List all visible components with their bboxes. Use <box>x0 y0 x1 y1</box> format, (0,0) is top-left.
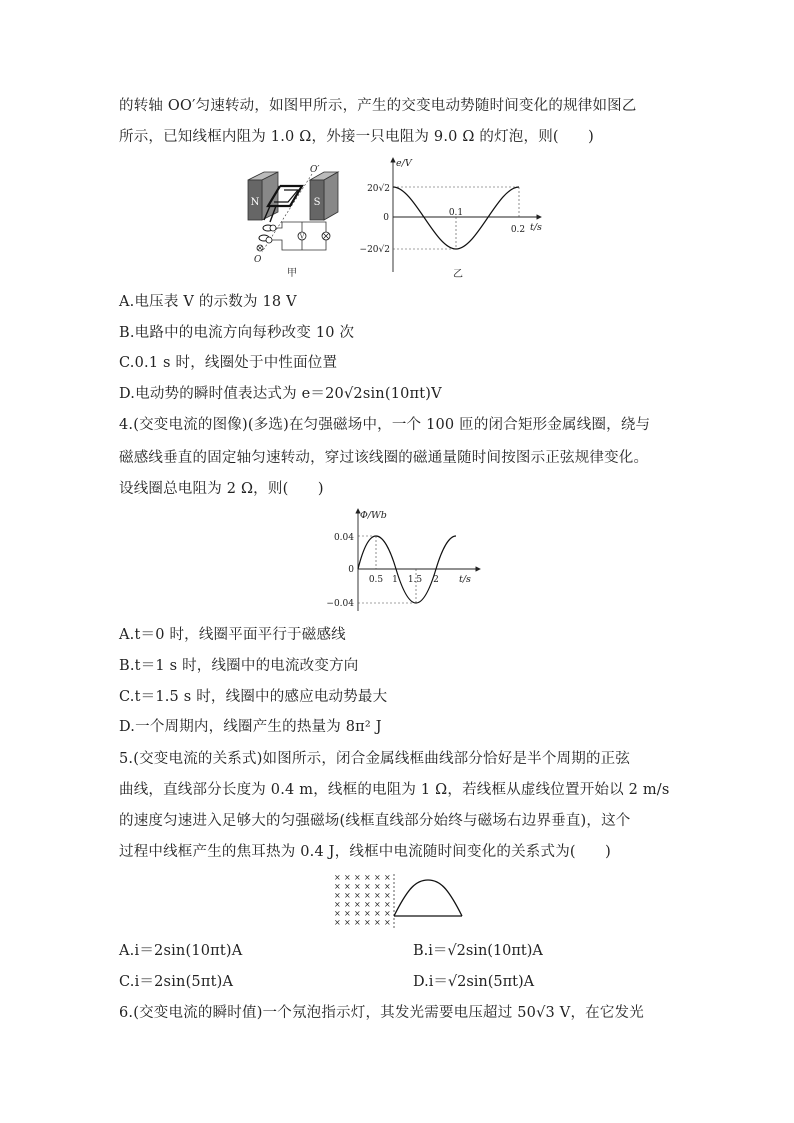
generator-figure <box>240 160 340 280</box>
q5-option-c: C.i＝2sin(5πt)A <box>119 974 234 990</box>
field-x-mark: × <box>374 882 381 891</box>
field-x-mark: × <box>354 900 361 909</box>
yi-y-zero: 0 <box>383 213 389 223</box>
field-x-mark: × <box>344 909 351 918</box>
field-x-mark: × <box>344 891 351 900</box>
field-x-mark: × <box>354 882 361 891</box>
field-x-mark: × <box>334 873 341 882</box>
yi-x-tick-1: 0.1 <box>448 208 464 218</box>
field-x-mark: × <box>364 891 371 900</box>
field-x-mark: × <box>374 909 381 918</box>
field-x-mark: × <box>364 918 371 927</box>
magnetic-field-marks <box>334 873 391 927</box>
field-x-mark: × <box>334 909 341 918</box>
field-x-mark: × <box>384 918 391 927</box>
field-x-mark: × <box>364 909 371 918</box>
flux-y-bottom: −0.04 <box>326 599 354 609</box>
flux-y-zero: 0 <box>348 565 354 575</box>
field-x-mark: × <box>354 918 361 927</box>
flux-y-top: 0.04 <box>333 533 354 543</box>
q4-option-c: C.t＝1.5 s 时，线圈中的感应电动势最大 <box>119 689 388 705</box>
magnet-s-label: S <box>313 197 321 208</box>
q6-stem-line-1: 6.(交变电流的瞬时值)一个氖泡指示灯，其发光需要电压超过 50√3 V，在它发光 <box>119 1005 644 1021</box>
field-x-mark: × <box>374 891 381 900</box>
field-x-mark: × <box>344 918 351 927</box>
q4-stem-line-1: 4.(交变电流的图像)(多选)在匀强磁场中，一个 100 匝的闭合矩形金属线圈，绕与 <box>119 417 651 433</box>
field-x-mark: × <box>384 873 391 882</box>
figure-jia-caption: 甲 <box>287 268 297 279</box>
emf-time-graph <box>356 154 556 282</box>
q3-option-a: A.电压表 V 的示数为 18 V <box>119 294 297 310</box>
field-x-mark: × <box>334 891 341 900</box>
field-x-mark: × <box>384 891 391 900</box>
field-x-mark: × <box>334 918 341 927</box>
q5-stem-line-1: 5.(交变电流的关系式)如图所示，闭合金属线框曲线部分恰好是半个周期的正弦 <box>119 751 631 767</box>
q5-stem-line-2: 曲线，直线部分长度为 0.4 m，线框的电阻为 1 Ω，若线框从虚线位置开始以 2 m/s <box>119 782 670 798</box>
q3-option-b: B.电路中的电流方向每秒改变 10 次 <box>119 325 355 341</box>
meter-icon <box>270 225 276 231</box>
field-x-mark: × <box>354 873 361 882</box>
field-x-mark: × <box>374 900 381 909</box>
q3-stem-line-2: 所示，已知线框内阻为 1.0 Ω，外接一只电阻为 9.0 Ω 的灯泡，则( ) <box>119 129 595 145</box>
field-x-mark: × <box>384 900 391 909</box>
flux-x-tick: 1.5 <box>407 575 423 585</box>
flux-curve <box>358 536 456 603</box>
figure-yi-caption: 乙 <box>453 269 463 280</box>
field-x-mark: × <box>344 900 351 909</box>
yi-xlabel: t/s <box>530 222 542 233</box>
q5-stem-line-4: 过程中线框产生的焦耳热为 0.4 J，线框中电流随时间变化的关系式为( ) <box>119 844 612 860</box>
flux-x-tick: 0.5 <box>368 575 384 585</box>
yi-y-top: 20√2 <box>367 184 390 194</box>
field-x-mark: × <box>364 882 371 891</box>
svg-text:V: V <box>299 233 305 241</box>
sine-frame-curve <box>394 880 462 916</box>
q4-option-a: A.t＝0 时，线圈平面平行于磁感线 <box>119 627 346 643</box>
field-x-mark: × <box>384 882 391 891</box>
field-x-mark: × <box>374 918 381 927</box>
yi-y-bottom: −20√2 <box>359 245 390 255</box>
flux-x-tick: 1 <box>392 575 398 585</box>
q5-option-d: D.i＝√2sin(5πt)A <box>413 974 535 990</box>
field-x-mark: × <box>344 873 351 882</box>
flux-xlabel: t/s <box>459 574 471 585</box>
q4-option-d: D.一个周期内，线圈产生的热量为 8π² J <box>119 719 382 735</box>
yi-x-tick-2: 0.2 <box>510 225 526 235</box>
q4-stem-line-2: 磁感线垂直的固定轴匀速转动，穿过该线圈的磁通量随时间按图示正弦规律变化。 <box>119 450 649 466</box>
q4-stem-line-3: 设线圈总电阻为 2 Ω，则( ) <box>119 481 324 497</box>
field-x-mark: × <box>354 909 361 918</box>
field-x-mark: × <box>344 882 351 891</box>
field-x-mark: × <box>364 900 371 909</box>
magnet-n-label: N <box>250 197 260 208</box>
field-x-mark: × <box>374 873 381 882</box>
q4-option-b: B.t＝1 s 时，线圈中的电流改变方向 <box>119 658 359 674</box>
field-x-mark: × <box>334 900 341 909</box>
yi-ylabel: e/V <box>396 158 412 169</box>
axis-bottom-label: O <box>254 255 262 265</box>
q3-stem-line-1: 的转轴 OO′匀速转动，如图甲所示，产生的交变电动势随时间变化的规律如图乙 <box>119 98 637 114</box>
field-x-mark: × <box>384 909 391 918</box>
q3-option-c: C.0.1 s 时，线圈处于中性面位置 <box>119 355 338 371</box>
field-x-mark: × <box>354 891 361 900</box>
flux-time-graph <box>318 505 488 615</box>
field-x-mark: × <box>364 873 371 882</box>
axis-top-label: O′ <box>310 165 320 175</box>
q5-option-a: A.i＝2sin(10πt)A <box>119 943 243 959</box>
flux-x-tick: 2 <box>433 575 439 585</box>
q5-stem-line-3: 的速度匀速进入足够大的匀强磁场(线框直线部分始终与磁场右边界垂直)，这个 <box>119 813 631 829</box>
flux-ylabel: Φ/Wb <box>360 510 387 521</box>
wire-frame-figure <box>328 870 468 932</box>
q5-option-b: B.i＝√2sin(10πt)A <box>413 943 543 959</box>
q3-option-d: D.电动势的瞬时值表达式为 e＝20√2sin(10πt)V <box>119 386 442 402</box>
field-x-mark: × <box>334 882 341 891</box>
